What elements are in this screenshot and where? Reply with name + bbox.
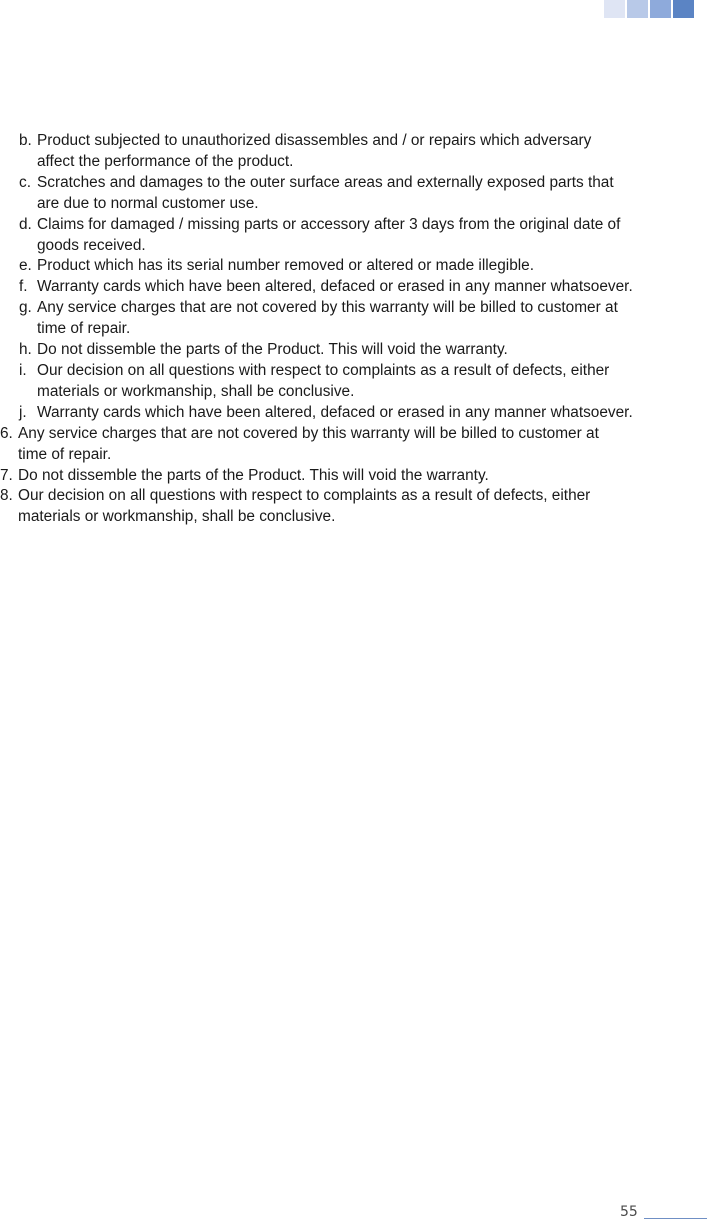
list-item-line: goods received.	[37, 236, 146, 254]
header-square-2	[627, 0, 648, 18]
list-marker: i.	[19, 361, 27, 379]
header-square-4	[673, 0, 694, 18]
list-item-line: time of repair.	[37, 320, 131, 338]
list-marker: f.	[19, 278, 28, 296]
list-marker: h.	[19, 341, 32, 359]
list-marker: 6.	[0, 424, 13, 442]
list-item-line: Warranty cards which have been altered, defaced or erased in any manner whatsoever.	[37, 278, 633, 296]
list-marker: g.	[19, 299, 32, 317]
list-item	[0, 403, 690, 424]
list-item-line: materials or workmanship, shall be conclusive.	[37, 382, 355, 400]
list-item-line: Product which has its serial number removed or altered or made illegible.	[37, 257, 535, 275]
footer-rule	[644, 1218, 707, 1219]
list-item	[0, 424, 690, 466]
list-marker: e.	[19, 257, 32, 275]
header-square-3	[650, 0, 671, 18]
list-item	[0, 277, 690, 298]
list-marker: j.	[19, 403, 27, 421]
numbered-item-list	[0, 424, 690, 529]
list-item	[0, 215, 690, 257]
list-marker: 7.	[0, 466, 13, 484]
list-marker: d.	[19, 215, 32, 233]
list-item	[0, 361, 690, 403]
list-item-line: Our decision on all questions with respect to complaints as a result of defects, either	[37, 361, 610, 379]
warranty-exclusions-text	[0, 131, 690, 528]
sub-item-list	[0, 131, 690, 424]
list-item-line: materials or workmanship, shall be conclusive.	[18, 508, 336, 526]
list-item	[0, 298, 690, 340]
list-marker: c.	[19, 173, 31, 191]
list-item-line: affect the performance of the product.	[37, 152, 294, 170]
list-item	[0, 131, 690, 173]
list-item	[0, 340, 690, 361]
page-number: 55	[620, 1204, 638, 1220]
list-item	[0, 486, 690, 528]
list-item	[0, 256, 690, 277]
list-item-line: Claims for damaged / missing parts or accessory after 3 days from the original date of	[37, 215, 621, 233]
list-item-line: Any service charges that are not covered by this warranty will be billed to customer at	[37, 299, 618, 317]
list-item-line: Any service charges that are not covered by this warranty will be billed to customer at	[18, 424, 599, 442]
list-item-line: Warranty cards which have been altered, defaced or erased in any manner whatsoever.	[37, 403, 633, 421]
list-marker: 8.	[0, 487, 13, 505]
list-item-line: Do not dissemble the parts of the Product. This will void the warranty.	[18, 466, 489, 484]
list-item-line: time of repair.	[18, 445, 112, 463]
list-marker: b.	[19, 132, 32, 149]
list-item-line: Do not dissemble the parts of the Product. This will void the warranty.	[37, 341, 508, 359]
list-item	[0, 173, 690, 215]
list-item-line: Scratches and damages to the outer surface areas and externally exposed parts that	[37, 173, 614, 191]
header-square-1	[604, 0, 625, 18]
list-item-line: Product subjected to unauthorized disassembles and / or repairs which adversary	[37, 132, 592, 149]
list-item-line: are due to normal customer use.	[37, 194, 259, 212]
list-item-line: Our decision on all questions with respect to complaints as a result of defects, either	[18, 487, 591, 505]
header-color-squares	[604, 0, 694, 18]
list-item	[0, 466, 690, 487]
